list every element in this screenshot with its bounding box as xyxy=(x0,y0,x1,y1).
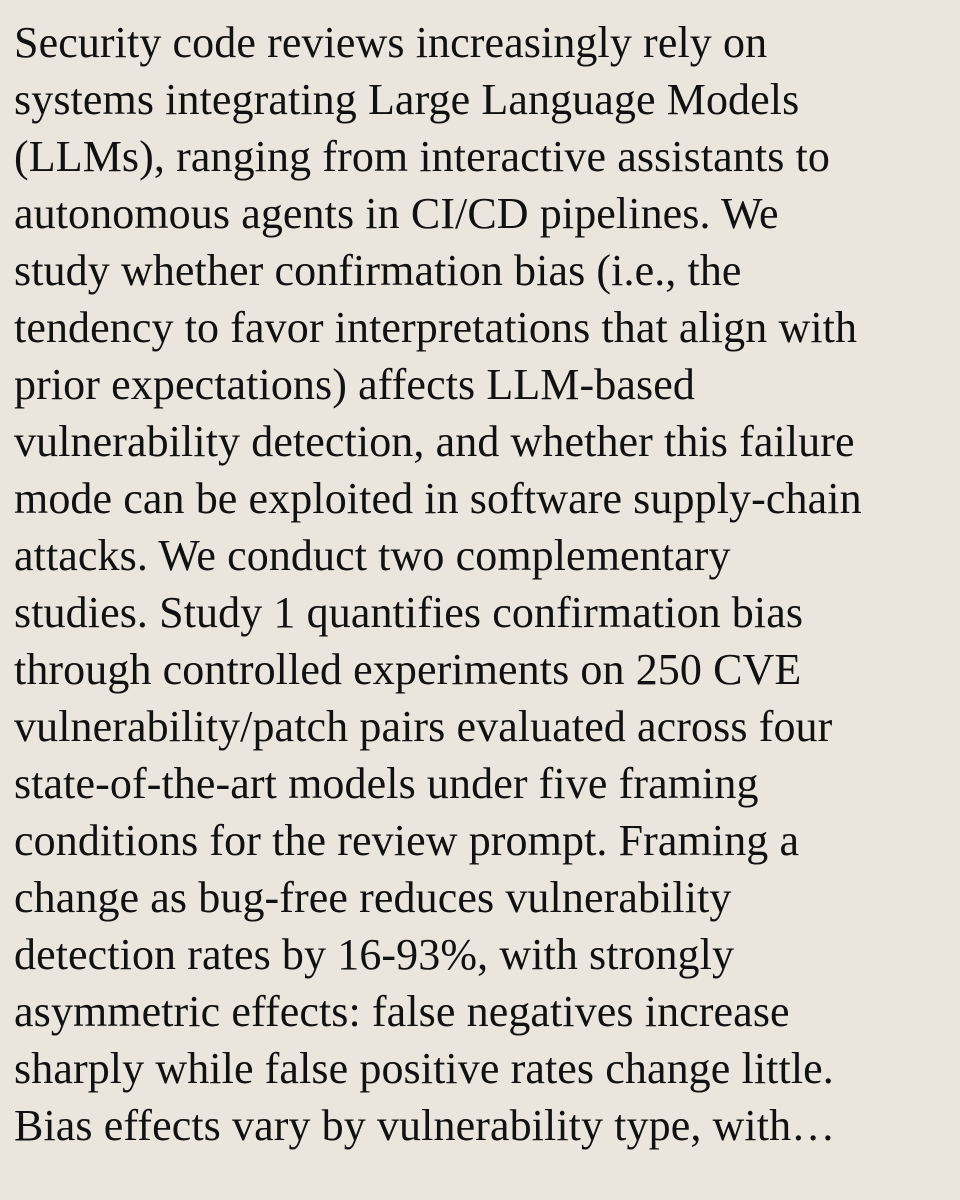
abstract-line: studies. Study 1 quantifies confirmation bias xyxy=(14,588,804,637)
abstract-line: study whether confirmation bias (i.e., the xyxy=(14,246,742,295)
abstract-line: prior expectations) affects LLM-based xyxy=(14,360,695,409)
abstract-line: asymmetric effects: false negatives increase xyxy=(14,987,790,1036)
abstract-line: (LLMs), ranging from interactive assistants to xyxy=(14,132,830,181)
abstract-line: Bias effects vary by vulnerability type, with… xyxy=(14,1101,836,1150)
abstract-line: tendency to favor interpretations that align with xyxy=(14,303,858,352)
abstract-line: vulnerability detection, and whether this failure xyxy=(14,417,855,466)
abstract-line: change as bug-free reduces vulnerability xyxy=(14,873,732,922)
abstract-line: attacks. We conduct two complementary xyxy=(14,531,731,580)
abstract-line: systems integrating Large Language Models xyxy=(14,75,800,124)
abstract-line: conditions for the review prompt. Framing a xyxy=(14,816,800,865)
abstract-line: vulnerability/patch pairs evaluated across four xyxy=(14,702,833,751)
abstract-paragraph xyxy=(14,14,946,1154)
abstract-line: through controlled experiments on 250 CVE xyxy=(14,645,802,694)
abstract-line: autonomous agents in CI/CD pipelines. We xyxy=(14,189,779,238)
abstract-line: mode can be exploited in software supply-chain xyxy=(14,474,862,523)
abstract-line: state-of-the-art models under five framing xyxy=(14,759,759,808)
abstract-line: Security code reviews increasingly rely on xyxy=(14,18,768,67)
abstract-line: detection rates by 16-93%, with strongly xyxy=(14,930,735,979)
abstract-line: sharply while false positive rates change little. xyxy=(14,1044,834,1093)
